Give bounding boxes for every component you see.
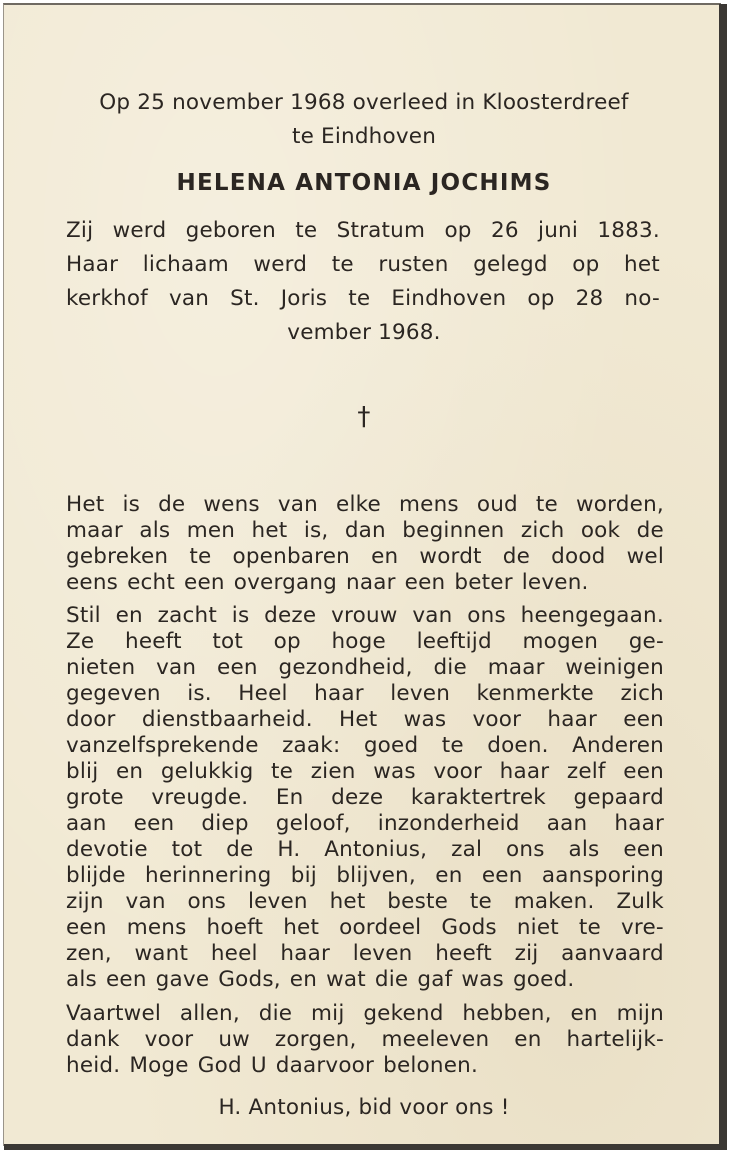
closing-prayer: H. Antonius, bid voor ons ! [218, 1095, 510, 1120]
paragraph-3-line: heid. Moge God U daarvoor belonen. [66, 1053, 479, 1078]
card-shadow-right [719, 4, 727, 1149]
burial-line-2: kerkhof van St. Joris te Eindhoven op 28 no- [66, 286, 660, 311]
paragraph-1-line: eens echt een overgang naar een beter leven. [66, 570, 589, 595]
paragraph-2-line: een mens hoeft het oordeel Gods niet te vre- [66, 915, 664, 940]
card-shadow-bottom [4, 1144, 727, 1150]
deceased-name: HELENA ANTONIA JOCHIMS [176, 170, 552, 196]
paragraph-3-line: Vaartwel allen, die mij gekend hebben, en mijn [66, 1001, 664, 1026]
paragraph-1-line: gebreken te openbaren en wordt de dood wel [66, 544, 664, 569]
paragraph-2-line: devotie tot de H. Antonius, zal ons als een [66, 837, 664, 862]
paragraph-2-line: zen, want heel haar leven heeft zij aanvaard [66, 941, 664, 966]
cross-icon: † [357, 402, 371, 432]
burial-line-1: Haar lichaam werd te rusten gelegd op het [66, 252, 660, 277]
burial-line-3: vember 1968. [287, 320, 441, 345]
paragraph-2-line: nieten van een gezondheid, die maar weinigen [66, 655, 664, 680]
paragraph-2-line: aan een diep geloof, inzonderheid aan haar [66, 811, 664, 836]
paragraph-2-line: door dienstbaarheid. Het was voor haar een [66, 707, 664, 732]
paragraph-2-line: als een gave Gods, en wat die gaf was goed. [66, 967, 575, 992]
paragraph-1-line: Het is de wens van elke mens oud te worden, [66, 492, 664, 517]
birth-line: Zij werd geboren te Stratum op 26 juni 1883. [66, 218, 660, 243]
paragraph-3-line: dank voor uw zorgen, meeleven en hartelijk- [66, 1027, 664, 1052]
death-place-line: te Eindhoven [291, 124, 437, 149]
paragraph-2-line: blijde herinnering bij blijven, en een aansporing [66, 863, 664, 888]
paragraph-2-line: grote vreugde. En deze karaktertrek gepaard [66, 785, 664, 810]
death-announcement-line: Op 25 november 1968 overleed in Kloosterdreef [99, 90, 629, 115]
paragraph-2-line: zijn van ons leven het beste te maken. Zulk [66, 889, 664, 914]
paragraph-2-line: blij en gelukkig te zien was voor haar zelf een [66, 759, 664, 784]
paragraph-1-line: maar als men het is, dan beginnen zich ook de [66, 518, 664, 543]
paragraph-2-line: Stil en zacht is deze vrouw van ons heengegaan. [66, 603, 664, 628]
paragraph-2-line: gegeven is. Heel haar leven kenmerkte zich [66, 681, 664, 706]
paragraph-2-line: Ze heeft tot op hoge leeftijd mogen ge- [66, 629, 664, 654]
paragraph-2-line: vanzelfsprekende zaak: goed te doen. Anderen [66, 733, 664, 758]
